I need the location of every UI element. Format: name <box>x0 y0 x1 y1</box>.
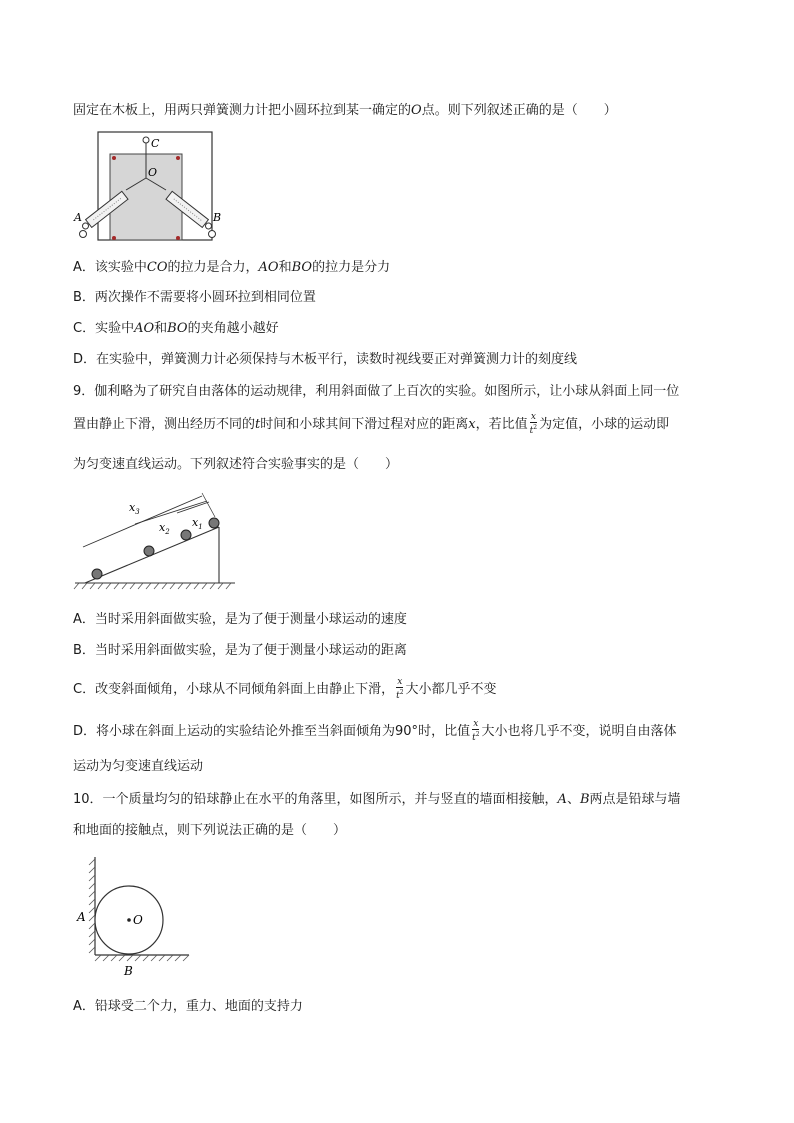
label-c: C <box>151 137 160 150</box>
q9-stem-line2: 置由静止下滑，测出经历不同的t时间和小球其间下滑过程对应的距离x，若比值 $\frac{x}{t^2}$ 为定值，小球的运动即 <box>73 412 670 436</box>
q9-option-d: D．将小球在斜面上运动的实验结论外推至当斜面倾角为90°时，比值 $\frac{x}{t^2}$ 大小也将几乎不变，说明自由落体 <box>73 719 677 743</box>
label-x3: $x_3$ <box>129 501 140 516</box>
label-o: O <box>133 913 143 927</box>
q8-option-d: D．在实验中，弹簧测力计必须保持与木板平行，读数时视线要正对弹簧测力计的刻度线 <box>73 352 578 367</box>
q8-option-b: B．两次操作不需要将小圆环拉到相同位置 <box>73 290 316 305</box>
label-o: O <box>148 166 158 179</box>
incline-figure <box>73 487 239 595</box>
corner-ball-figure <box>73 853 203 978</box>
label-b: B <box>213 211 222 224</box>
q10-stem-line1: 10．一个质量均匀的铅球静止在水平的角落里，如图所示，并与竖直的墙面相接触，A、B两点是铅球与墙 <box>73 792 681 807</box>
q9-stem-line1: 9．伽利略为了研究自由落体的运动规律，利用斜面做了上百次的实验。如图所示，让小球从斜面上同一位 <box>73 384 680 399</box>
q9-stem-line3: 为匀变速直线运动。下列叙述符合实验事实的是（ ） <box>73 457 399 472</box>
q10-option-a: A．铅球受二个力，重力、地面的支持力 <box>73 999 303 1014</box>
label-a: A <box>77 910 86 924</box>
q9-option-c: C．改变斜面倾角，小球从不同倾角斜面上由静止下滑， $\frac{x}{t^2}$ 大小都几乎不变 <box>73 677 497 701</box>
force-board-figure <box>76 132 226 244</box>
ratio-fraction: $\frac{x}{t^2}$ <box>529 412 538 436</box>
ratio-fraction: $\frac{x}{t^2}$ <box>396 677 404 701</box>
q9-option-b: B．当时采用斜面做实验，是为了便于测量小球运动的距离 <box>73 643 407 658</box>
ratio-fraction: $\frac{x}{t^2}$ <box>472 719 480 743</box>
q8-option-c: C．实验中AO和BO的夹角越小越好 <box>73 321 279 336</box>
q8-option-a: A．该实验中CO的拉力是合力，AO和BO的拉力是分力 <box>73 260 391 275</box>
label-x2: $x_2$ <box>159 521 170 536</box>
label-x1: $x_1$ <box>192 516 203 531</box>
label-a: A <box>74 211 82 224</box>
label-b: B <box>124 964 133 978</box>
q9-option-a: A．当时采用斜面做实验，是为了便于测量小球运动的速度 <box>73 612 407 627</box>
q10-stem-line2: 和地面的接触点，则下列说法正确的是（ ） <box>73 823 347 838</box>
q8-intro: 固定在木板上，用两只弹簧测力计把小圆环拉到某一确定的O点。则下列叙述正确的是（ ） <box>73 103 617 118</box>
q9-option-d-cont: 运动为匀变速直线运动 <box>73 759 204 774</box>
